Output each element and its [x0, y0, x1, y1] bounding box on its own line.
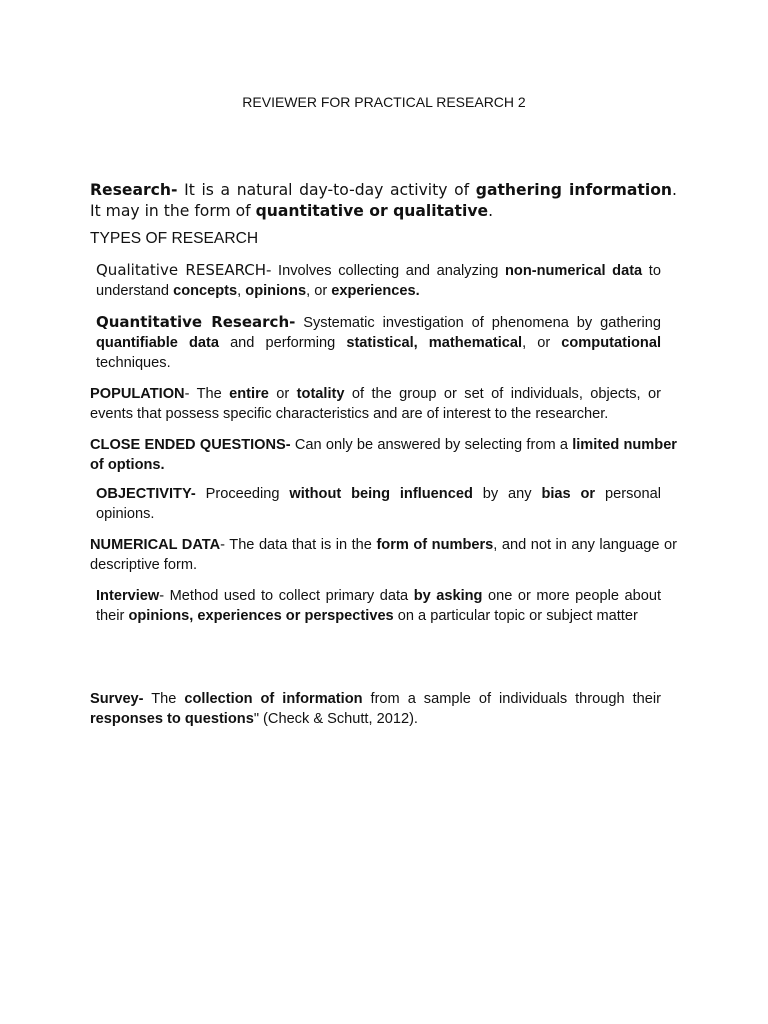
definition-qualitative: Qualitative RESEARCH- Involves collecting and analyzing non-numerical data to understand concepts, opinions, or experiences. [96, 261, 661, 299]
term-qualitative: Qualitative RESEARCH- [96, 261, 272, 279]
term-research: Research- [90, 181, 178, 199]
definition-quantitative: Quantitative Research- Systematic investigation of phenomena by gathering quantifiable data and performing statistical, mathematical, or computational techniques. [96, 313, 662, 371]
term-interview: Interview [96, 588, 160, 604]
definition-objectivity: OBJECTIVITY- Proceeding without being influenced by any bias or personal opinions. [96, 486, 661, 522]
term-objectivity: OBJECTIVITY- [96, 486, 196, 502]
definition-research: Research- It is a natural day-to-day activity of gathering information. It may in the form of quantitative or qualitative. [90, 181, 677, 220]
definition-population: POPULATION- The entire or totality of the group or set of individuals, objects, or events that possess specific characteristics and are of interest to the researcher. [90, 386, 661, 422]
term-population: POPULATION [90, 386, 185, 402]
definition-numerical-data: NUMERICAL DATA- The data that is in the form of numbers, and not in any language or descriptive form. [90, 537, 677, 573]
term-survey: Survey- [90, 691, 144, 707]
types-of-research-heading: TYPES OF RESEARCH [90, 230, 259, 247]
term-quantitative: Quantitative Research- [96, 313, 296, 331]
definition-survey: Survey- The collection of information from a sample of individuals through their responses to questions" (Check & Schutt, 2012). [90, 691, 661, 727]
document-title: REVIEWER FOR PRACTICAL RESEARCH 2 [242, 94, 526, 110]
definition-interview: Interview- Method used to collect primary data by asking one or more people about their opinions, experiences or perspectives on a particular topic or subject matter [96, 588, 662, 624]
term-close-ended-questions: CLOSE ENDED QUESTIONS- [90, 437, 291, 453]
definition-close-ended-questions: CLOSE ENDED QUESTIONS- Can only be answered by selecting from a limited number of options. [90, 437, 677, 473]
term-numerical-data: NUMERICAL DATA [90, 537, 221, 553]
